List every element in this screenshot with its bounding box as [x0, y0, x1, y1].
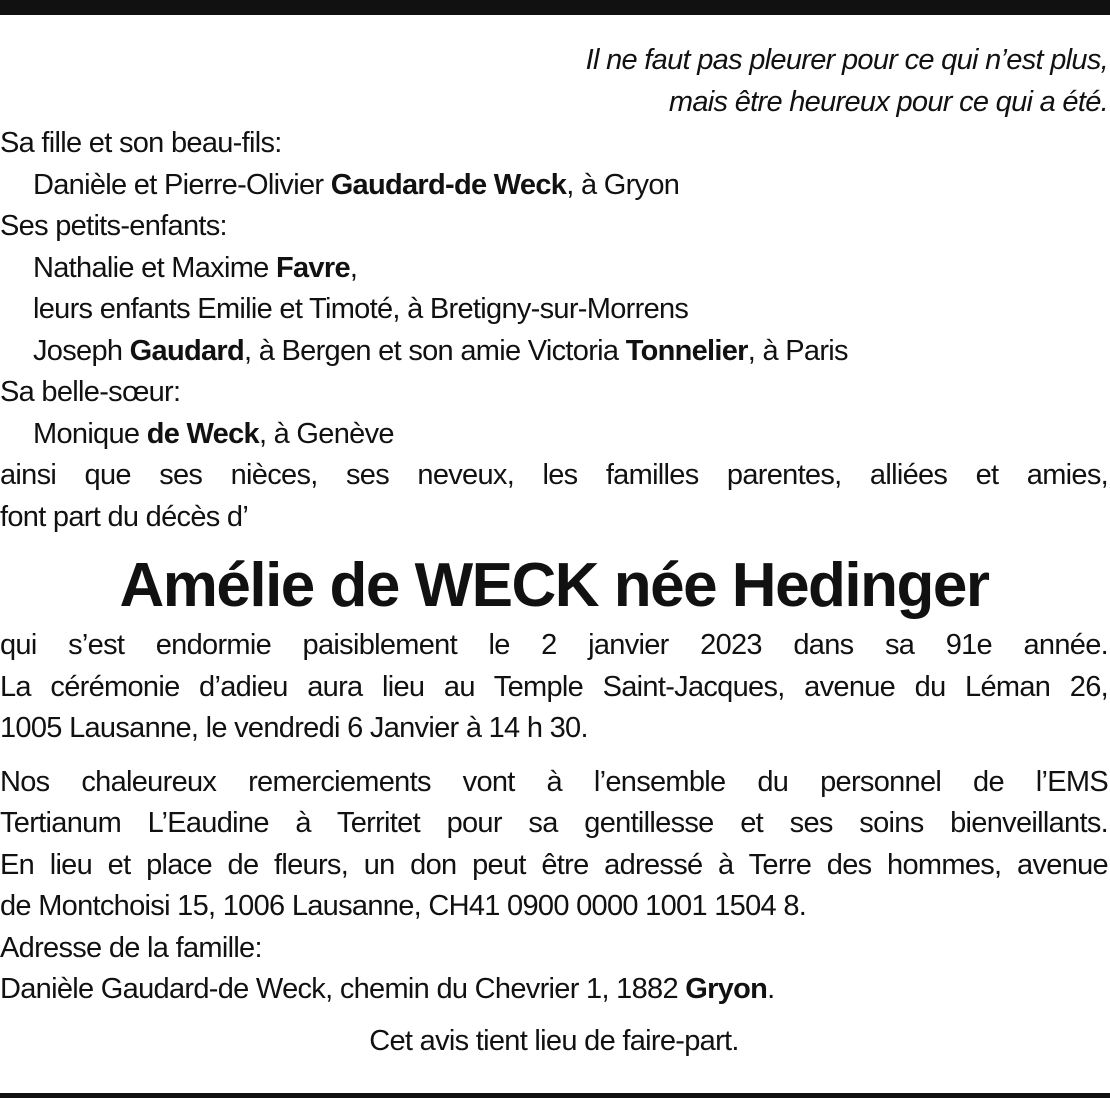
sister-in-law-pre: Monique [33, 417, 147, 450]
address-post: . [767, 973, 775, 1005]
quote-line-2: mais être heureux pour ce qui a été. [668, 85, 1108, 118]
deceased-name: Amélie de WECK née Hedinger [119, 551, 989, 620]
grandchild-entry-1 [0, 248, 1108, 290]
grandchild-2-pre: Joseph [33, 334, 130, 367]
obituary-notice [0, 40, 1108, 1062]
grandchild-2-name: Gaudard [129, 334, 245, 367]
sister-in-law-heading: Sa belle-sœur: [0, 376, 181, 408]
grandchildren-heading: Ses petits-enfants: [0, 210, 227, 242]
daughter-heading: Sa fille et son beau-fils: [0, 127, 282, 159]
details-line-1: qui s’est endormie paisiblement le 2 janvier 2023 dans sa 91e année. [0, 629, 1108, 661]
daughter-entry-name: Gaudard-de Weck [330, 168, 567, 201]
address-city: Gryon [685, 973, 768, 1005]
grandchild-1-name: Favre [275, 251, 350, 284]
closing-line: Cet avis tient lieu de faire-part. [369, 1024, 739, 1057]
sister-in-law-entry [0, 414, 1108, 456]
grandchild-2-partner-name: Tonnelier [625, 334, 748, 367]
details-line-3: 1005 Lausanne, le vendredi 6 Janvier à 14 h 30. [0, 712, 588, 744]
grandchild-1-children: leurs enfants Emilie et Timoté, à Bretigny-sur-Morrens [33, 293, 689, 325]
thanks-line-3: En lieu et place de fleurs, un don peut être adressé à Terre des hommes, avenue [0, 848, 1108, 881]
others-line-2: font part du décès d’ [0, 500, 249, 533]
grandchild-1-pre: Nathalie et Maxime [33, 251, 276, 284]
address-pre: Danièle Gaudard-de Weck, chemin du Chevrier 1, 1882 [0, 973, 686, 1005]
thanks-line-4: de Montchoisi 15, 1006 Lausanne, CH41 0900 0000 1001 1504 8. [0, 890, 807, 922]
paragraph-gap [0, 750, 1108, 762]
grandchild-1-post: , [349, 251, 358, 284]
details-line-2: La cérémonie d’adieu aura lieu au Temple Saint-Jacques, avenue du Léman 26, [0, 670, 1108, 703]
thanks-line-1: Nos chaleureux remerciements vont à l’ensemble du personnel de l’EMS [0, 765, 1108, 798]
quote-line-1: Il ne faut pas pleurer pour ce qui n’est plus, [585, 44, 1108, 76]
daughter-entry-post: , à Gryon [566, 168, 680, 201]
top-rule [0, 0, 1110, 15]
thanks-line-2: Tertianum L’Eaudine à Territet pour sa gentillesse et ses soins bienveillants. [0, 807, 1108, 839]
grandchild-entry-2 [0, 331, 1108, 373]
grandchild-2-mid: , à Bergen et son amie Victoria [244, 334, 626, 367]
address-heading: Adresse de la famille: [0, 931, 262, 964]
sister-in-law-name: de Weck [146, 417, 259, 450]
address-line [0, 969, 1108, 1011]
daughter-entry-pre: Danièle et Pierre-Olivier [33, 168, 331, 201]
closing-gap [0, 1011, 1108, 1021]
sister-in-law-post: , à Genève [258, 417, 394, 450]
bottom-rule [0, 1093, 1110, 1098]
daughter-entry [0, 165, 1108, 207]
others-line-1: ainsi que ses nièces, ses neveux, les familles parentes, alliées et amies, [0, 459, 1108, 491]
grandchild-2-post: , à Paris [747, 334, 848, 367]
